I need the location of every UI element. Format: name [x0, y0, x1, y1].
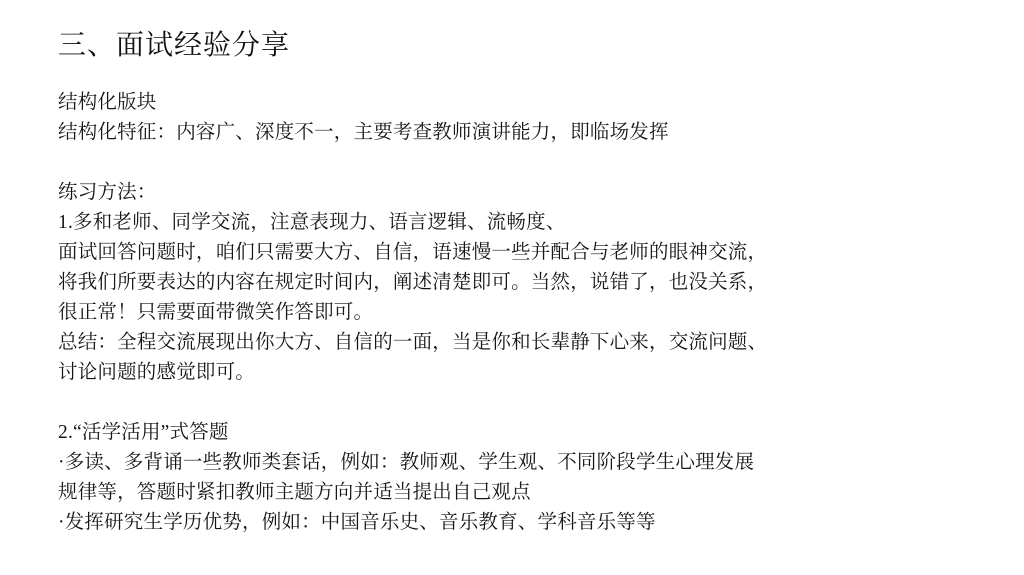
- slide-body: [58, 88, 966, 538]
- body-line: 将我们所要表达的内容在规定时间内，阐述清楚即可。当然，说错了，也没关系，: [58, 272, 768, 294]
- body-line: ·发挥研究生学历优势，例如：中国音乐史、音乐教育、学科音乐等等: [58, 512, 656, 534]
- section-structured-overview: [58, 88, 966, 148]
- body-line: ·多读、多背诵一些教师类套话，例如：教师观、学生观、不同阶段学生心理发展: [58, 452, 755, 474]
- section-practice-method: [58, 178, 966, 388]
- body-line: 规律等，答题时紧扣教师主题方向并适当提出自己观点: [58, 482, 531, 504]
- body-line: 练习方法：: [58, 182, 157, 204]
- section-gap: [58, 388, 966, 418]
- section-gap: [58, 148, 966, 178]
- body-line: 讨论问题的感觉即可。: [58, 362, 256, 384]
- page-title: 三、面试经验分享: [58, 30, 291, 61]
- body-line: 很正常！只需要面带微笑作答即可。: [58, 302, 374, 324]
- body-line: 结构化版块: [58, 92, 157, 114]
- body-line: 2.“活学活用”式答题: [58, 422, 229, 444]
- body-line: 结构化特征：内容广、深度不一，主要考查教师演讲能力，即临场发挥: [58, 122, 669, 144]
- body-line: 1.多和老师、同学交流，注意表现力、语言逻辑、流畅度、: [58, 212, 566, 234]
- body-line: 面试回答问题时，咱们只需要大方、自信，语速慢一些并配合与老师的眼神交流，: [58, 242, 768, 264]
- body-line: 总结：全程交流展现出你大方、自信的一面，当是你和长辈静下心来，交流问题、: [58, 332, 768, 354]
- section-flexible-answering: [58, 418, 966, 538]
